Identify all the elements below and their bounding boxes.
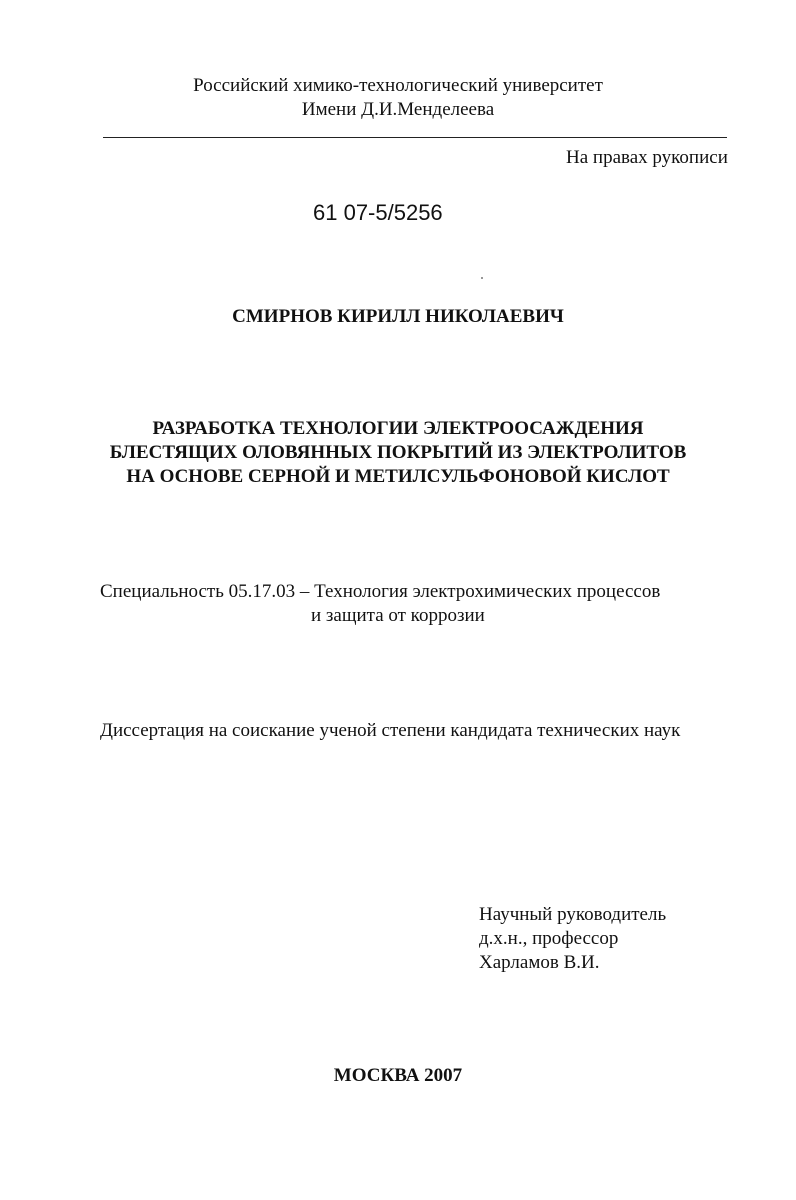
university-name: Российский химико-технологический университет: [193, 75, 603, 96]
scan-speck: [481, 277, 483, 279]
header-divider: [103, 137, 727, 138]
supervisor-role: Научный руководитель: [479, 904, 667, 925]
supervisor-degree: д.х.н., профессор: [479, 928, 619, 949]
archive-code-stamp: 61 07-5/5256: [313, 200, 443, 225]
author-name: СМИРНОВ КИРИЛЛ НИКОЛАЕВИЧ: [232, 306, 564, 327]
dissertation-title-line-3: НА ОСНОВЕ СЕРНОЙ И МЕТИЛСУЛЬФОНОВОЙ КИСЛОТ: [126, 466, 670, 487]
city-year: МОСКВА 2007: [333, 1065, 463, 1086]
university-named-after: Имени Д.И.Менделеева: [301, 99, 495, 120]
rights-note: На правах рукописи: [566, 147, 728, 168]
dissertation-title-line-2: БЛЕСТЯЩИХ ОЛОВЯННЫХ ПОКРЫТИЙ ИЗ ЭЛЕКТРОЛИТОВ: [109, 442, 687, 463]
specialty-line-1: Специальность 05.17.03 – Технология электрохимических процессов: [100, 581, 661, 602]
specialty-line-2: и защита от коррозии: [311, 605, 485, 626]
supervisor-name: Харламов В.И.: [479, 952, 600, 973]
dissertation-degree-note: Диссертация на соискание ученой степени кандидата технических наук: [100, 720, 681, 741]
dissertation-title-line-1: РАЗРАБОТКА ТЕХНОЛОГИИ ЭЛЕКТРООСАЖДЕНИЯ: [152, 418, 644, 439]
